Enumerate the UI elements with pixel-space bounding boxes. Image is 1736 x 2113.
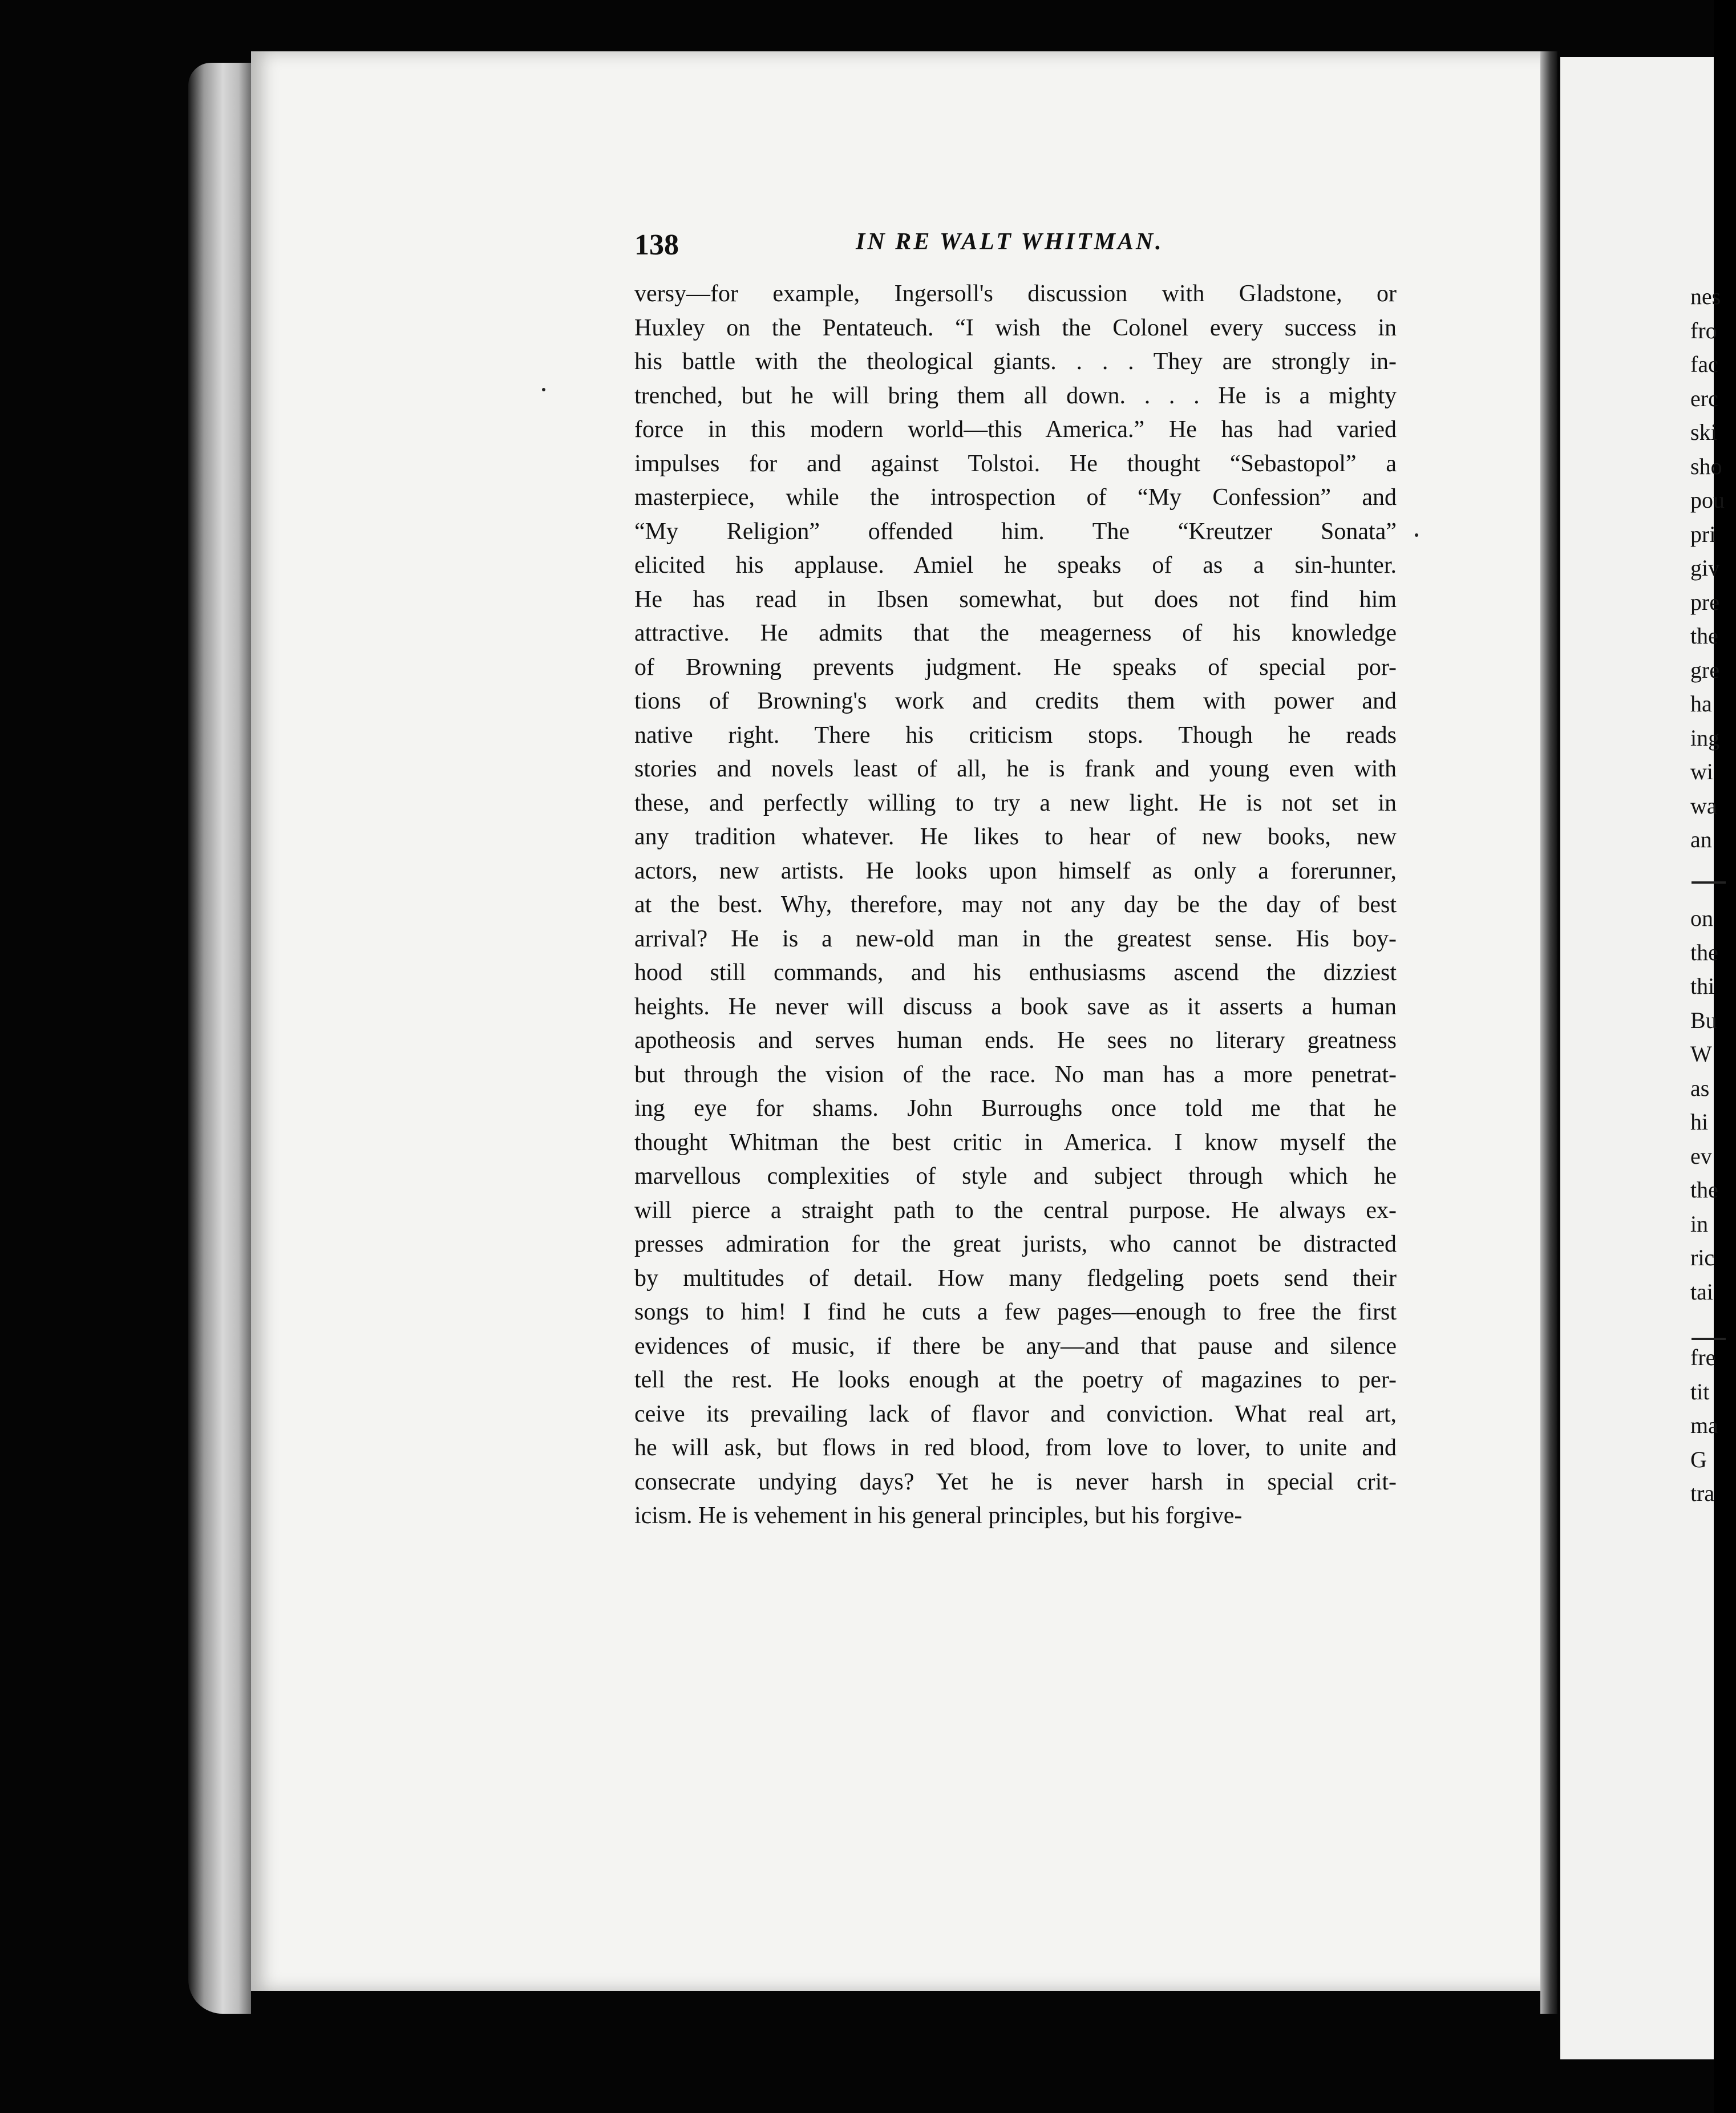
running-title: IN RE WALT WHITMAN. (856, 229, 1164, 255)
next-page-fragment: wa (1690, 792, 1717, 819)
text-line: ing eye for shams. John Burroughs once told me that he (634, 1095, 1397, 1122)
scan-speck (542, 388, 545, 391)
next-page-rule (1692, 881, 1726, 884)
next-page-fragment: thi (1690, 973, 1715, 999)
next-page-fragment: nes (1690, 284, 1721, 309)
book-edge (188, 63, 251, 2014)
next-page-fragment: ha (1690, 691, 1712, 717)
text-line: elicited his applause. Amiel he speaks of as a sin-hunter. (634, 552, 1397, 578)
text-line: arrival? He is a new-old man in the greatest sense. His boy- (634, 925, 1397, 952)
next-page-fragment: tit (1690, 1378, 1710, 1404)
text-line: force in this modern world—this America.” He has had varied (634, 416, 1397, 443)
text-line: by multitudes of detail. How many fledgeling poets send their (634, 1265, 1397, 1292)
text-line: his battle with the theological giants. . . . They are strongly in- (634, 349, 1397, 375)
next-page-fragment: an (1690, 827, 1712, 852)
next-page-fragment: ma (1690, 1412, 1718, 1438)
text-line: will pierce a straight path to the central purpose. He always ex- (634, 1197, 1397, 1224)
next-page-fragment: wi (1690, 759, 1713, 784)
next-page-fragment: tra (1690, 1480, 1715, 1506)
text-line: native right. There his criticism stops. Though he reads (634, 722, 1397, 748)
text-line: at the best. Why, therefore, may not any day be the day of best (634, 892, 1397, 918)
text-line: ceive its prevailing lack of flavor and conviction. What real art, (634, 1400, 1397, 1427)
text-line: heights. He never will discuss a book save as it asserts a human (634, 993, 1397, 1020)
next-page-fragment: as (1690, 1075, 1710, 1101)
next-page-fragment: Bu (1690, 1007, 1717, 1033)
text-line: hood still commands, and his enthusiasms ascend the dizziest (634, 960, 1397, 986)
next-page-fragment: G (1690, 1446, 1707, 1472)
next-page-partial (1560, 57, 1725, 2059)
next-page-fragment: on (1690, 905, 1713, 931)
text-line: any tradition whatever. He likes to hear of new books, new (634, 824, 1397, 850)
next-page-fragment: the (1690, 1177, 1718, 1203)
text-line: marvellous complexities of style and subject through which he (634, 1163, 1397, 1189)
text-line: impulses for and against Tolstoi. He thought “Sebastopol” a (634, 450, 1397, 477)
text-line: tell the rest. He looks enough at the poetry of magazines to per- (634, 1367, 1397, 1393)
next-page-fragment: fre (1690, 1345, 1716, 1370)
next-page-fragment: in (1690, 1211, 1709, 1237)
text-line: but through the vision of the race. No man has a more penetrat- (634, 1061, 1397, 1088)
next-page-fragment: giv (1690, 555, 1720, 581)
next-page-fragment: the (1690, 939, 1718, 965)
next-page-fragment: fac (1690, 351, 1718, 377)
text-line: consecrate undying days? Yet he is never harsh in special crit- (634, 1468, 1397, 1495)
next-page-fragment: the (1690, 623, 1718, 649)
next-page-fragment: ing (1690, 724, 1720, 751)
page-number: 138 (634, 229, 679, 261)
next-page-fragment: W (1690, 1041, 1712, 1067)
next-page-fragment: ev (1690, 1143, 1712, 1169)
text-line: tions of Browning's work and credits them with power and (634, 688, 1397, 714)
text-line: presses admiration for the great jurists, who cannot be distracted (634, 1231, 1397, 1257)
text-line: apotheosis and serves human ends. He sees no literary greatness (634, 1027, 1397, 1054)
next-page-fragment: ski (1690, 419, 1717, 445)
text-line: versy—for example, Ingersoll's discussion with Gladstone, or (634, 281, 1397, 307)
next-page-fragment: sho (1690, 453, 1722, 479)
next-page-fragment: pre (1690, 589, 1720, 615)
text-line: masterpiece, while the introspection of “My Confession” and (634, 484, 1397, 511)
page-gutter (1540, 51, 1557, 2014)
text-line: songs to him! I find he cuts a few pages—enough to free the first (634, 1299, 1397, 1325)
text-line: thought Whitman the best critic in America. I know myself the (634, 1129, 1397, 1156)
text-line: evidences of music, if there be any—and that pause and silence (634, 1333, 1397, 1359)
scan-speck (1415, 533, 1418, 537)
text-line: he will ask, but flows in red blood, from love to lover, to unite and (634, 1435, 1397, 1461)
text-line: “My Religion” offended him. The “Kreutzer Sonata” (634, 518, 1397, 545)
body-text (634, 277, 1397, 1533)
next-page-fragment: fro (1690, 317, 1717, 343)
next-page-fragment: hi (1690, 1109, 1709, 1135)
text-line: these, and perfectly willing to try a new light. He is not set in (634, 790, 1397, 816)
text-line: icism. He is vehement in his general principles, but his forgive- (634, 1503, 1243, 1529)
text-line: attractive. He admits that the meagerness of his knowledge (634, 620, 1397, 646)
text-line: Huxley on the Pentateuch. “I wish the Colonel every success in (634, 314, 1397, 341)
next-page-fragment: tai (1690, 1278, 1713, 1305)
next-page-fragment: pri (1690, 521, 1716, 547)
text-line: stories and novels least of all, he is frank and young even with (634, 756, 1397, 782)
next-page-fragment: erc (1690, 385, 1718, 411)
text-line: of Browning prevents judgment. He speaks of special por- (634, 654, 1397, 681)
text-line: trenched, but he will bring them all down. . . . He is a mighty (634, 382, 1397, 409)
text-line: actors, new artists. He looks upon himself as only a forerunner, (634, 857, 1397, 884)
next-page-fragment: ric (1690, 1245, 1715, 1270)
text-line: He has read in Ibsen somewhat, but does not find him (634, 586, 1397, 613)
next-page-fragment: pou (1690, 487, 1725, 513)
next-page-rule (1692, 1338, 1726, 1340)
next-page-fragment: gre (1690, 657, 1720, 683)
